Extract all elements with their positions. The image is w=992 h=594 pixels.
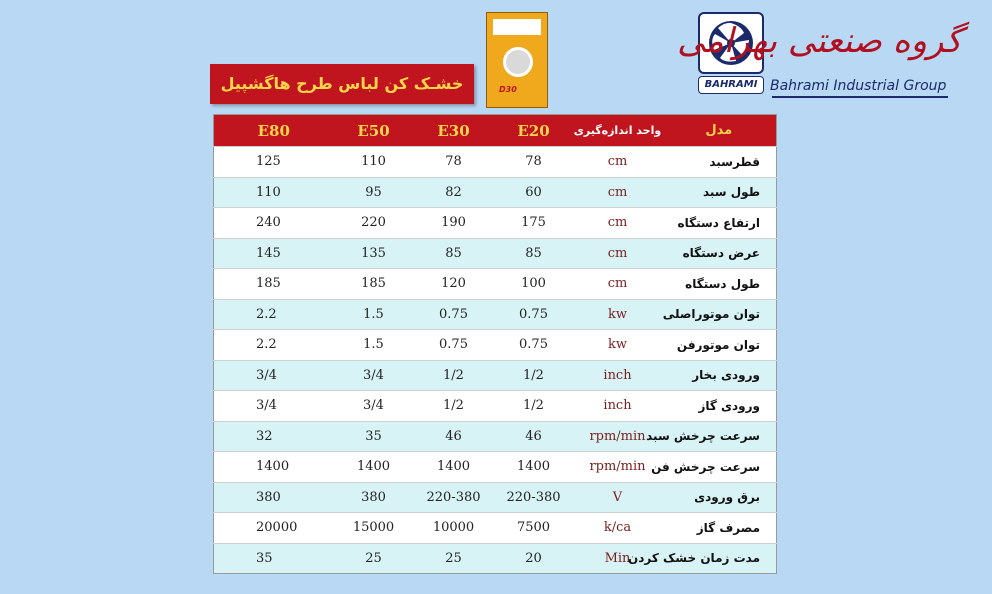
- cell-e50: 220: [334, 208, 414, 239]
- cell-e80: 240: [214, 208, 334, 239]
- header-model: مدل: [662, 115, 777, 147]
- table-row: [214, 482, 777, 513]
- machine-model-label: D30: [499, 85, 517, 94]
- table-row: [214, 452, 777, 483]
- cell-unit: V: [574, 482, 662, 513]
- cell-parameter: توان موتوراصلی: [662, 299, 777, 330]
- cell-e30: 1/2: [414, 391, 494, 422]
- cell-e20: 220-380: [494, 482, 574, 513]
- cell-unit: inch: [574, 360, 662, 391]
- cell-e30: 25: [414, 543, 494, 574]
- header-unit: واحد اندازه‌گیری: [574, 115, 662, 147]
- cell-e20: 20: [494, 543, 574, 574]
- cell-e20: 7500: [494, 513, 574, 544]
- table-row: [214, 330, 777, 361]
- cell-e50: 15000: [334, 513, 414, 544]
- cell-e80: 3/4: [214, 391, 334, 422]
- cell-e50: 1.5: [334, 299, 414, 330]
- cell-e20: 46: [494, 421, 574, 452]
- cell-e50: 380: [334, 482, 414, 513]
- table-row: [214, 421, 777, 452]
- specification-table: [213, 114, 777, 574]
- cell-e20: 1400: [494, 452, 574, 483]
- header-model-e80: E80: [214, 115, 334, 147]
- cell-e30: 78: [414, 147, 494, 178]
- header-model-e30: E30: [414, 115, 494, 147]
- cell-parameter: برق ورودی: [662, 482, 777, 513]
- logo-badge-text: BAHRAMI: [698, 76, 764, 94]
- cell-parameter: ورودی بخار: [662, 360, 777, 391]
- company-logo: [677, 12, 962, 102]
- cell-e20: 60: [494, 177, 574, 208]
- cell-e50: 35: [334, 421, 414, 452]
- cell-e30: 82: [414, 177, 494, 208]
- header-model-e50: E50: [334, 115, 414, 147]
- cell-parameter: ارتفاع دستگاه: [662, 208, 777, 239]
- table-row: [214, 238, 777, 269]
- cell-parameter: مصرف گاز: [662, 513, 777, 544]
- table-row: [214, 299, 777, 330]
- cell-parameter: سرعت چرخش فن: [662, 452, 777, 483]
- cell-e80: 185: [214, 269, 334, 300]
- page-title: خشـک کن لباس طرح هاگشپیل: [210, 64, 474, 104]
- cell-e80: 1400: [214, 452, 334, 483]
- cell-e30: 190: [414, 208, 494, 239]
- cell-e20: 1/2: [494, 391, 574, 422]
- cell-e50: 110: [334, 147, 414, 178]
- cell-unit: kw: [574, 330, 662, 361]
- cell-e30: 46: [414, 421, 494, 452]
- cell-e20: 78: [494, 147, 574, 178]
- cell-e50: 1400: [334, 452, 414, 483]
- cell-e50: 3/4: [334, 391, 414, 422]
- cell-e50: 185: [334, 269, 414, 300]
- cell-e50: 95: [334, 177, 414, 208]
- cell-parameter: طول سبد: [662, 177, 777, 208]
- table-row: [214, 147, 777, 178]
- cell-e20: 175: [494, 208, 574, 239]
- machine-door: [503, 47, 533, 77]
- cell-e80: 3/4: [214, 360, 334, 391]
- cell-unit: inch: [574, 391, 662, 422]
- cell-e30: 0.75: [414, 299, 494, 330]
- cell-e20: 85: [494, 238, 574, 269]
- table-row: [214, 513, 777, 544]
- cell-e80: 32: [214, 421, 334, 452]
- table-row: [214, 208, 777, 239]
- cell-e20: 100: [494, 269, 574, 300]
- cell-unit: Min: [574, 543, 662, 574]
- table-body: [214, 147, 777, 574]
- cell-parameter: طول دستگاه: [662, 269, 777, 300]
- cell-e50: 3/4: [334, 360, 414, 391]
- table-row: [214, 269, 777, 300]
- table-header-row: [214, 115, 777, 147]
- logo-english-name: Bahrami Industrial Group: [770, 78, 947, 94]
- cell-e50: 25: [334, 543, 414, 574]
- cell-unit: cm: [574, 208, 662, 239]
- table-row: [214, 360, 777, 391]
- cell-unit: rpm/min: [574, 421, 662, 452]
- cell-unit: cm: [574, 147, 662, 178]
- cell-e80: 20000: [214, 513, 334, 544]
- machine-control-panel: [493, 19, 541, 35]
- cell-parameter: ورودی گاز: [662, 391, 777, 422]
- cell-unit: kw: [574, 299, 662, 330]
- logo-underline: [772, 96, 948, 98]
- cell-parameter: توان موتورفن: [662, 330, 777, 361]
- cell-e20: 1/2: [494, 360, 574, 391]
- cell-e80: 145: [214, 238, 334, 269]
- cell-unit: cm: [574, 269, 662, 300]
- cell-e20: 0.75: [494, 330, 574, 361]
- cell-e50: 135: [334, 238, 414, 269]
- table-row: [214, 177, 777, 208]
- cell-unit: cm: [574, 238, 662, 269]
- cell-e30: 120: [414, 269, 494, 300]
- cell-e80: 2.2: [214, 299, 334, 330]
- cell-unit: k/ca: [574, 513, 662, 544]
- cell-e30: 1/2: [414, 360, 494, 391]
- logo-persian-name: گروه صنعتی بهرامی: [677, 21, 962, 61]
- cell-parameter: مدت زمان خشک کردن: [662, 543, 777, 574]
- table-row: [214, 391, 777, 422]
- cell-e80: 110: [214, 177, 334, 208]
- header-model-e20: E20: [494, 115, 574, 147]
- cell-e30: 0.75: [414, 330, 494, 361]
- cell-parameter: قطرسبد: [662, 147, 777, 178]
- cell-parameter: عرض دستگاه: [662, 238, 777, 269]
- cell-e30: 1400: [414, 452, 494, 483]
- cell-e80: 380: [214, 482, 334, 513]
- cell-e50: 1.5: [334, 330, 414, 361]
- cell-e20: 0.75: [494, 299, 574, 330]
- cell-e80: 35: [214, 543, 334, 574]
- cell-parameter: سرعت چرخش سبد: [662, 421, 777, 452]
- dryer-machine-image: [486, 12, 548, 108]
- cell-e80: 125: [214, 147, 334, 178]
- cell-unit: rpm/min: [574, 452, 662, 483]
- table-row: [214, 543, 777, 574]
- cell-e30: 85: [414, 238, 494, 269]
- cell-e30: 220-380: [414, 482, 494, 513]
- cell-e80: 2.2: [214, 330, 334, 361]
- cell-e30: 10000: [414, 513, 494, 544]
- cell-unit: cm: [574, 177, 662, 208]
